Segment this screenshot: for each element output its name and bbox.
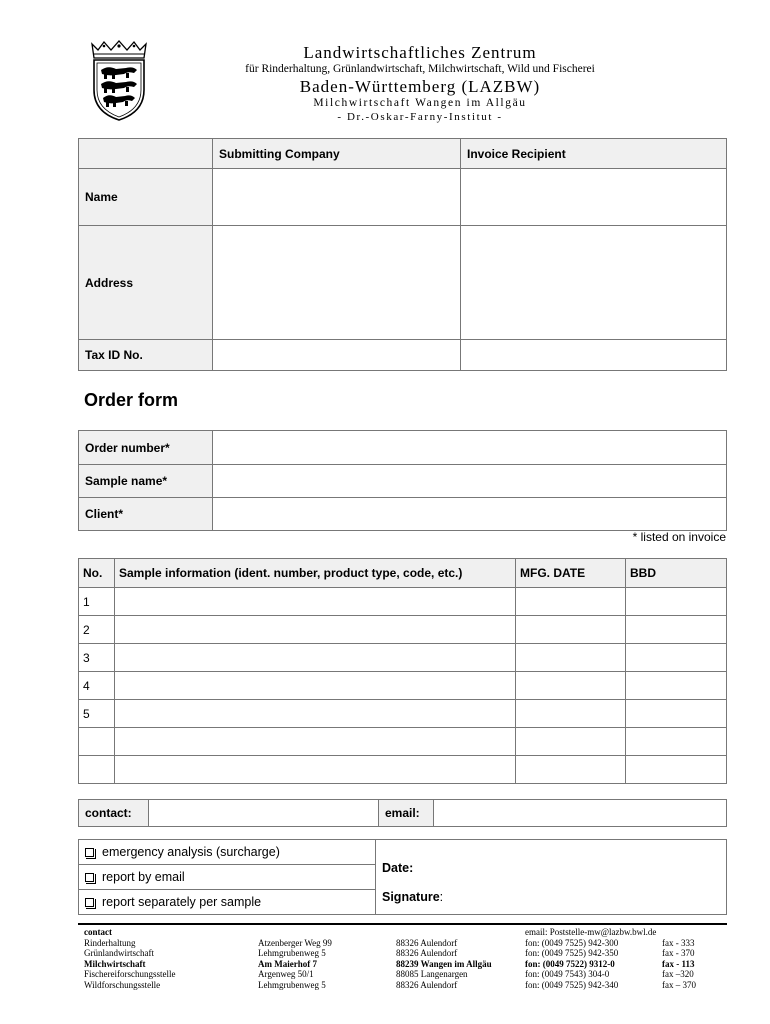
date-label: Date: bbox=[382, 861, 414, 875]
options-table bbox=[78, 839, 727, 915]
option-report-email-label: report by email bbox=[102, 870, 185, 884]
checkbox-icon[interactable] bbox=[85, 873, 94, 882]
row-number: 1 bbox=[79, 588, 115, 616]
mfg-date-field[interactable] bbox=[516, 588, 626, 616]
footer-dept: Wildforschungsstelle bbox=[84, 979, 161, 990]
contact-table bbox=[78, 799, 727, 827]
row-name-label: Name bbox=[79, 169, 213, 226]
row-number bbox=[79, 728, 115, 756]
parties-table bbox=[78, 138, 727, 371]
footer-city: 88239 Wangen im Allgäu bbox=[396, 958, 492, 969]
footer-street: Lehmgrubenweg 5 bbox=[258, 948, 326, 958]
footer-email: email: Poststelle-mw@lazbw.bwl.de bbox=[525, 927, 657, 937]
submitting-name-field[interactable] bbox=[213, 169, 461, 226]
footer bbox=[84, 927, 724, 990]
footer-fon: fon: (0049 7525) 942-350 bbox=[525, 948, 619, 958]
contact-field[interactable] bbox=[149, 800, 379, 827]
footer-city: 88326 Aulendorf bbox=[396, 979, 458, 990]
row-address-label: Address bbox=[79, 226, 213, 340]
footer-fon: fon: (0049 7525) 942-340 bbox=[525, 979, 619, 990]
row-number: 2 bbox=[79, 616, 115, 644]
footer-fax: fax – 370 bbox=[662, 979, 696, 990]
table-row bbox=[79, 644, 727, 672]
footer-city: 88326 Aulendorf bbox=[396, 948, 458, 958]
sample-info-field[interactable] bbox=[115, 644, 516, 672]
option-emergency-label: emergency analysis (surcharge) bbox=[102, 845, 280, 859]
table-row bbox=[79, 700, 727, 728]
header-no: No. bbox=[79, 559, 115, 588]
footer-fon: fon: (0049 7525) 942-300 bbox=[525, 937, 619, 948]
checkbox-icon[interactable] bbox=[85, 848, 94, 857]
footer-fax: fax - 333 bbox=[662, 937, 695, 948]
row-number: 3 bbox=[79, 644, 115, 672]
bbd-field[interactable] bbox=[626, 672, 727, 700]
mfg-date-field[interactable] bbox=[516, 672, 626, 700]
bbd-field[interactable] bbox=[626, 588, 727, 616]
footer-street: Atzenberger Weg 99 bbox=[258, 937, 332, 948]
sample-info-field[interactable] bbox=[115, 728, 516, 756]
submitting-address-field[interactable] bbox=[213, 226, 461, 340]
footer-fax: fax –320 bbox=[662, 969, 694, 979]
institution-state: Baden-Württemberg (LAZBW) bbox=[299, 77, 541, 96]
footer-dept: Grünlandwirtschaft bbox=[84, 948, 154, 958]
footer-dept: Rinderhaltung bbox=[84, 937, 136, 948]
footer-fon: fon: (0049 7522) 9312-0 bbox=[525, 958, 615, 969]
option-report-email[interactable] bbox=[79, 865, 376, 890]
option-report-separately[interactable] bbox=[79, 890, 376, 915]
email-field[interactable] bbox=[434, 800, 727, 827]
sample-info-field[interactable] bbox=[115, 672, 516, 700]
mfg-date-field[interactable] bbox=[516, 616, 626, 644]
footer-fax: fax - 370 bbox=[662, 948, 695, 958]
table-row bbox=[79, 616, 727, 644]
footer-row bbox=[84, 948, 724, 959]
contact-label: contact: bbox=[79, 800, 149, 827]
mfg-date-field[interactable] bbox=[516, 700, 626, 728]
footer-row bbox=[84, 938, 724, 949]
row-number: 4 bbox=[79, 672, 115, 700]
col-submitting-company: Submitting Company bbox=[213, 139, 461, 169]
invoice-name-field[interactable] bbox=[461, 169, 727, 226]
signature-label: Signature: bbox=[382, 890, 444, 904]
institution-subtitle: für Rinderhaltung, Grünlandwirtschaft, Milchwirtschaft, Wild und Fischerei bbox=[245, 63, 595, 75]
sample-name-field[interactable] bbox=[213, 465, 727, 498]
table-row bbox=[79, 588, 727, 616]
order-form-title: Order form bbox=[84, 390, 179, 410]
bbd-field[interactable] bbox=[626, 700, 727, 728]
footer-row bbox=[84, 980, 724, 991]
footer-fon: fon: (0049 7543) 304-0 bbox=[525, 969, 610, 979]
sample-info-field[interactable] bbox=[115, 588, 516, 616]
email-label: email: bbox=[379, 800, 434, 827]
footer-fax: fax - 113 bbox=[662, 958, 695, 969]
footer-row bbox=[84, 959, 724, 970]
footer-street: Argenweg 50/1 bbox=[258, 969, 314, 979]
footer-row bbox=[84, 969, 724, 980]
option-emergency[interactable] bbox=[79, 840, 376, 865]
samples-table bbox=[78, 558, 727, 784]
institution-name: Landwirtschaftliches Zentrum bbox=[303, 43, 537, 62]
mfg-date-field[interactable] bbox=[516, 644, 626, 672]
submitting-tax-field[interactable] bbox=[213, 340, 461, 371]
col-invoice-recipient: Invoice Recipient bbox=[461, 139, 727, 169]
footer-street: Lehmgrubenweg 5 bbox=[258, 979, 326, 990]
bbd-field[interactable] bbox=[626, 616, 727, 644]
mfg-date-field[interactable] bbox=[516, 756, 626, 784]
order-info-table bbox=[78, 430, 727, 531]
footer-dept: Milchwirtschaft bbox=[84, 958, 146, 969]
header-bbd: BBD bbox=[626, 559, 727, 588]
order-number-field[interactable] bbox=[213, 431, 727, 465]
coat-of-arms-logo bbox=[86, 40, 152, 122]
client-label: Client* bbox=[79, 498, 213, 531]
footer-street: Am Maierhof 7 bbox=[258, 958, 317, 969]
sample-info-field[interactable] bbox=[115, 616, 516, 644]
row-number bbox=[79, 756, 115, 784]
table-row bbox=[79, 728, 727, 756]
sample-name-label: Sample name* bbox=[79, 465, 213, 498]
client-field[interactable] bbox=[213, 498, 727, 531]
invoice-address-field[interactable] bbox=[461, 226, 727, 340]
corner-cell bbox=[79, 139, 213, 169]
bbd-field[interactable] bbox=[626, 756, 727, 784]
header-mfg-date: MFG. DATE bbox=[516, 559, 626, 588]
footer-city: 88326 Aulendorf bbox=[396, 937, 458, 948]
invoice-tax-field[interactable] bbox=[461, 340, 727, 371]
sample-info-field[interactable] bbox=[115, 700, 516, 728]
mfg-date-field[interactable] bbox=[516, 728, 626, 756]
institution-institute: - Dr.-Oskar-Farny-Institut - bbox=[337, 111, 503, 123]
row-tax-label: Tax ID No. bbox=[79, 340, 213, 371]
option-report-separately-label: report separately per sample bbox=[102, 895, 262, 909]
table-row bbox=[79, 756, 727, 784]
checkbox-icon[interactable] bbox=[85, 898, 94, 907]
bbd-field[interactable] bbox=[626, 728, 727, 756]
footer-city: 88085 Langenargen bbox=[396, 969, 468, 979]
order-number-label: Order number* bbox=[79, 431, 213, 465]
table-row bbox=[79, 672, 727, 700]
institution-location: Milchwirtschaft Wangen im Allgäu bbox=[313, 97, 527, 109]
bbd-field[interactable] bbox=[626, 644, 727, 672]
invoice-note: * listed on invoice bbox=[632, 530, 726, 544]
header-sample-info: Sample information (ident. number, product type, code, etc.) bbox=[115, 559, 516, 588]
sample-info-field[interactable] bbox=[115, 756, 516, 784]
footer-divider bbox=[78, 923, 727, 925]
footer-dept: Fischereiforschungsstelle bbox=[84, 969, 176, 979]
row-number: 5 bbox=[79, 700, 115, 728]
footer-title: contact bbox=[84, 927, 112, 937]
